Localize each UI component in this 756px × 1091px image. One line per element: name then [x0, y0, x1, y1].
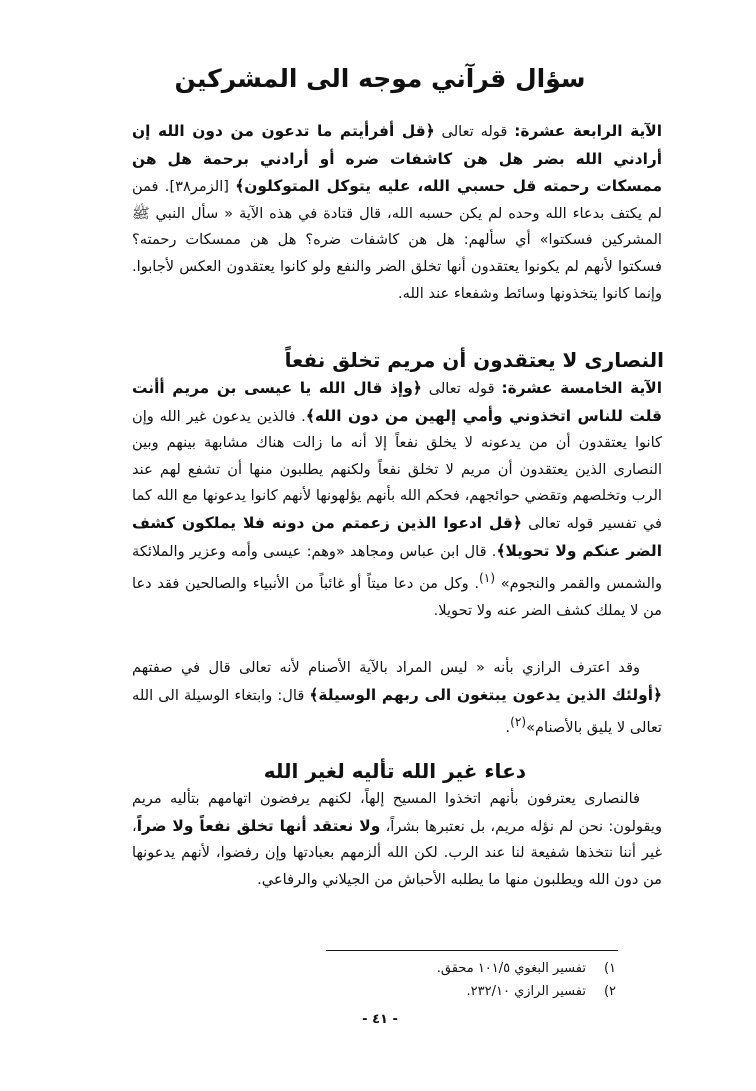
verse-14-label: الآية الرابعة عشرة: [514, 122, 662, 140]
footnote-divider [326, 950, 618, 951]
verse-14-text [132, 118, 662, 307]
razi-text [132, 655, 662, 742]
section-heading-dua: دعاء غير الله تأليه لغير الله [263, 759, 526, 783]
verse-14-intro: قوله تعالى [434, 123, 515, 140]
footnote-ref-2: (٢) [510, 715, 527, 730]
verse-15-body-3: . وكل من دعا ميتاً أو غائباً من الأنبياء والصالحين فقد دعا من لا يملك كشف الضر عنه ولا تحويلا. [132, 575, 662, 619]
section-heading-christians: النصارى لا يعتقدون أن مريم تخلق نفعاً [284, 348, 664, 372]
paragraph-razi [132, 655, 662, 742]
christians-text [132, 786, 662, 893]
footnote-ref-1: (١) [479, 571, 496, 586]
footnote-2-number: ٢) [603, 984, 616, 999]
razi-end: . [505, 719, 511, 737]
footnote-1 [437, 958, 616, 980]
verse-14-body: [الزمر٣٨]. فمن لم يكتف بدعاء الله وحده لم يكن حسبه الله، قال قتادة في هذه الآية « سأل النبي ﷺ المشركين فسكتوا» أي سألهم: هل هن كاشفات ضره؟ هل هن ممسكات رحمته؟ فسكتوا لأنهم لم يكونوا يعتقدون أنها تخلق الضر والنفع ولو كانوا يعتقدون العكس لأجابوا. وإنما كانوا يتخذونها وسائط وشفعاء عند الله. [132, 178, 662, 302]
page-number: - ٤١ - [362, 1012, 398, 1027]
verse-15-body-1: . فالذين يدعون غير الله وإن كانوا يعتقدون أن من يدعونه لا يخلق نفعاً إلا أنه ما زالت هناك مشابهة بينهم وبين النصارى الذين يعتقدون أن مريم لا تخلق نفعاً ولكنهم يطلبون منها أن تشفع لهم عند الرب وتخلصهم وتقضي حوائجهم، فحكم الله بأنهم يؤلهونها لأنهم كانوا يدعونها مع الله كما في تفسير قوله تعالى [132, 407, 662, 532]
verse-15-quote-1: ﴿وإذ قال الله يا عيسى بن مريم أأنت قلت للناس اتخذوني وأمي إلهين من دون الله﴾ [132, 379, 662, 425]
page-title: سؤال قرآني موجه الى المشركين [174, 64, 586, 93]
razi-body-2: قال: وابتغاء الوسيلة الى الله تعالى لا يليق بالأصنام» [132, 686, 662, 737]
christians-bold: ولا نعتقد أنها تخلق نفعاً ولا ضراً [136, 816, 381, 835]
verse-15-intro: قوله تعالى [421, 380, 502, 397]
razi-body-1: وقد اعترف الرازي بأنه « ليس المراد بالآية الأصنام لأنه تعالى قال في صفتهم [132, 659, 640, 676]
verse-14-quote: ﴿قل أفرأيتم ما تدعون من دون الله إن أرادني الله بضر هل هن كاشفات ضره أو أرادني برحمة هل هن ممسكات رحمته قل حسبي الله، عليه يتوكل المتوكلون﴾ [132, 122, 662, 196]
paragraph-verse-14 [132, 118, 662, 307]
razi-quote: ﴿أولئك الذين يدعون يبتغون الى ربهم الوسيلة﴾ [309, 685, 662, 704]
verse-15-label: الآية الخامسة عشرة: [501, 379, 662, 397]
footnote-2-text: تفسير الرازي ٢٣٢/١٠. [466, 984, 586, 999]
christians-body-1: فالنصارى يعترفون بأنهم اتخذوا المسيح إلهاً، لكنهم يرفضون اتهامهم بتأليه مريم ويقولون: نحن لم نؤله مريم، بل نعتبرها بشراً، [132, 790, 663, 835]
paragraph-verse-15 [132, 375, 662, 624]
verse-15-text [132, 375, 662, 624]
footnote-1-number: ١) [603, 961, 616, 976]
footnote-2 [467, 981, 616, 1003]
paragraph-christians-mary [132, 786, 662, 893]
christians-body-2: ، غير أننا نتخذها شفيعة لنا عند الرب. لكن الله ألزمهم بعبادتها وإن رفضوا، لأنهم يدعونها من دون الله ويطلبون منها ما يطلبه الأحباش من الجيلاني والرفاعي. [132, 817, 662, 888]
footnote-1-text: تفسير البغوي ١٠١/٥ محقق. [436, 961, 586, 976]
verse-15-body-2: . قال ابن عباس ومجاهد «وهم: عيسى وأمه وعزير والملائكة والشمس والقمر والنجوم» [132, 542, 662, 593]
verse-15-quote-2: ﴿قل ادعوا الذين زعمتم من دونه فلا يملكون كشف الضر عنكم ولا تحويلا﴾ [132, 513, 662, 560]
